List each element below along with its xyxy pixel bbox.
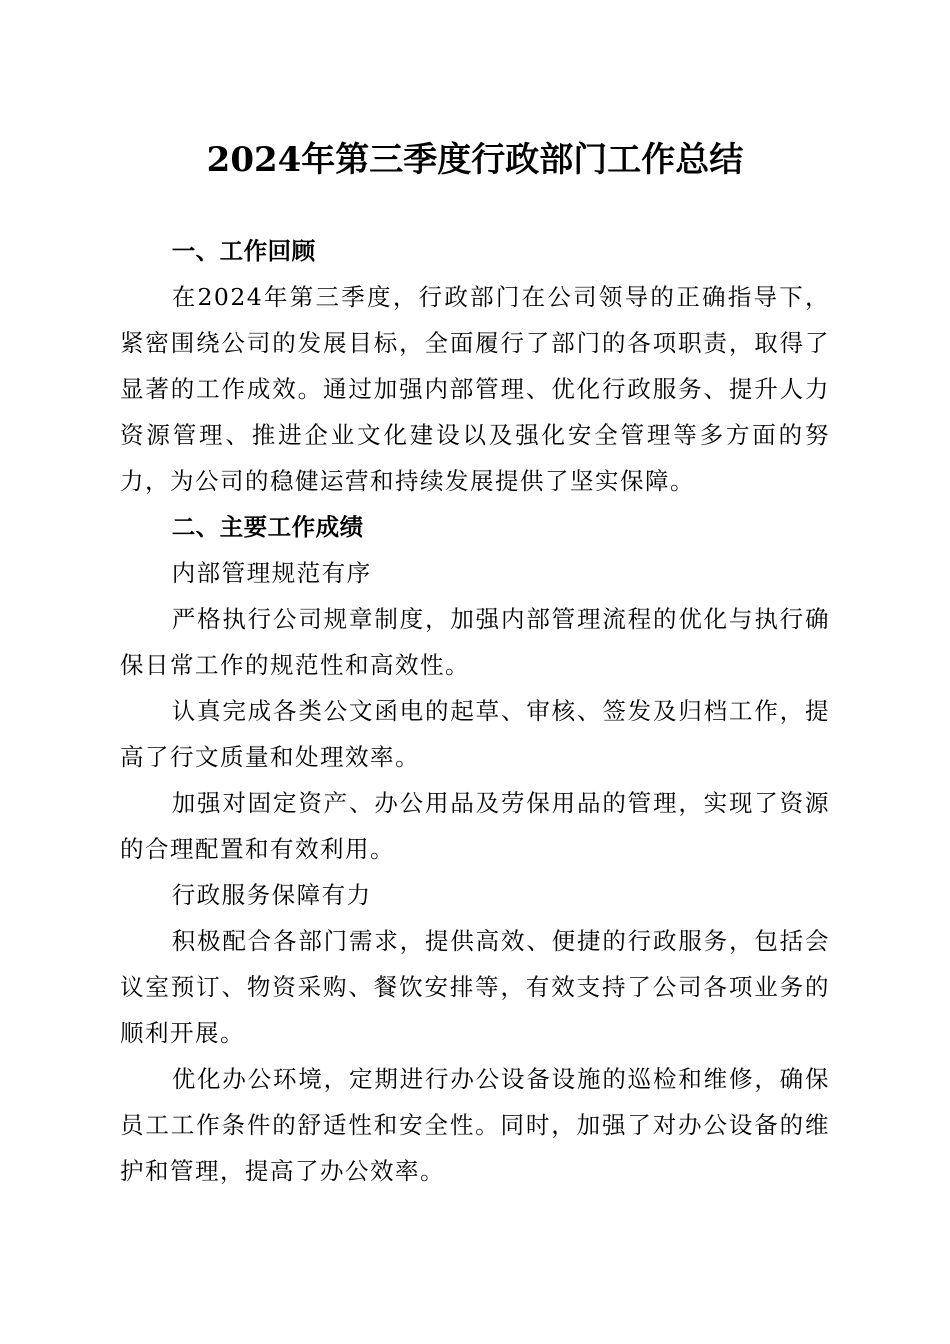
document-body bbox=[120, 228, 830, 1194]
paragraph-asset-management: 加强对固定资产、办公用品及劳保用品的管理，实现了资源的合理配置和有效利用。 bbox=[120, 789, 830, 863]
section-heading-main-achievements: 二、主要工作成绩 bbox=[171, 513, 364, 541]
section-heading-work-review: 一、工作回顾 bbox=[171, 237, 316, 265]
paragraph-review-summary: 在2024年第三季度，行政部门在公司领导的正确指导下，紧密围绕公司的发展目标，全面履行了部门的各项职责，取得了显著的工作成效。通过加强内部管理、优化行政服务、提升人力资源管理、推进企业文化建设以及强化安全管理等多方面的努力，为公司的稳健运营和持续发展提供了坚实保障。 bbox=[120, 283, 830, 495]
subheading-internal-management: 内部管理规范有序 bbox=[171, 559, 372, 587]
subheading-admin-services: 行政服务保障有力 bbox=[171, 881, 372, 909]
paragraph-regulations: 严格执行公司规章制度，加强内部管理流程的优化与执行确保日常工作的规范性和高效性。 bbox=[120, 605, 830, 679]
document-title: 2024年第三季度行政部门工作总结 bbox=[206, 140, 744, 180]
paragraph-service-support: 积极配合各部门需求，提供高效、便捷的行政服务，包括会议室预订、物资采购、餐饮安排等，有效支持了公司各项业务的顺利开展。 bbox=[120, 927, 830, 1047]
paragraph-office-environment: 优化办公环境，定期进行办公设备设施的巡检和维修，确保员工工作条件的舒适性和安全性。同时，加强了对办公设备的维护和管理，提高了办公效率。 bbox=[120, 1065, 830, 1185]
paragraph-official-documents: 认真完成各类公文函电的起草、审核、签发及归档工作，提高了行文质量和处理效率。 bbox=[120, 697, 830, 771]
